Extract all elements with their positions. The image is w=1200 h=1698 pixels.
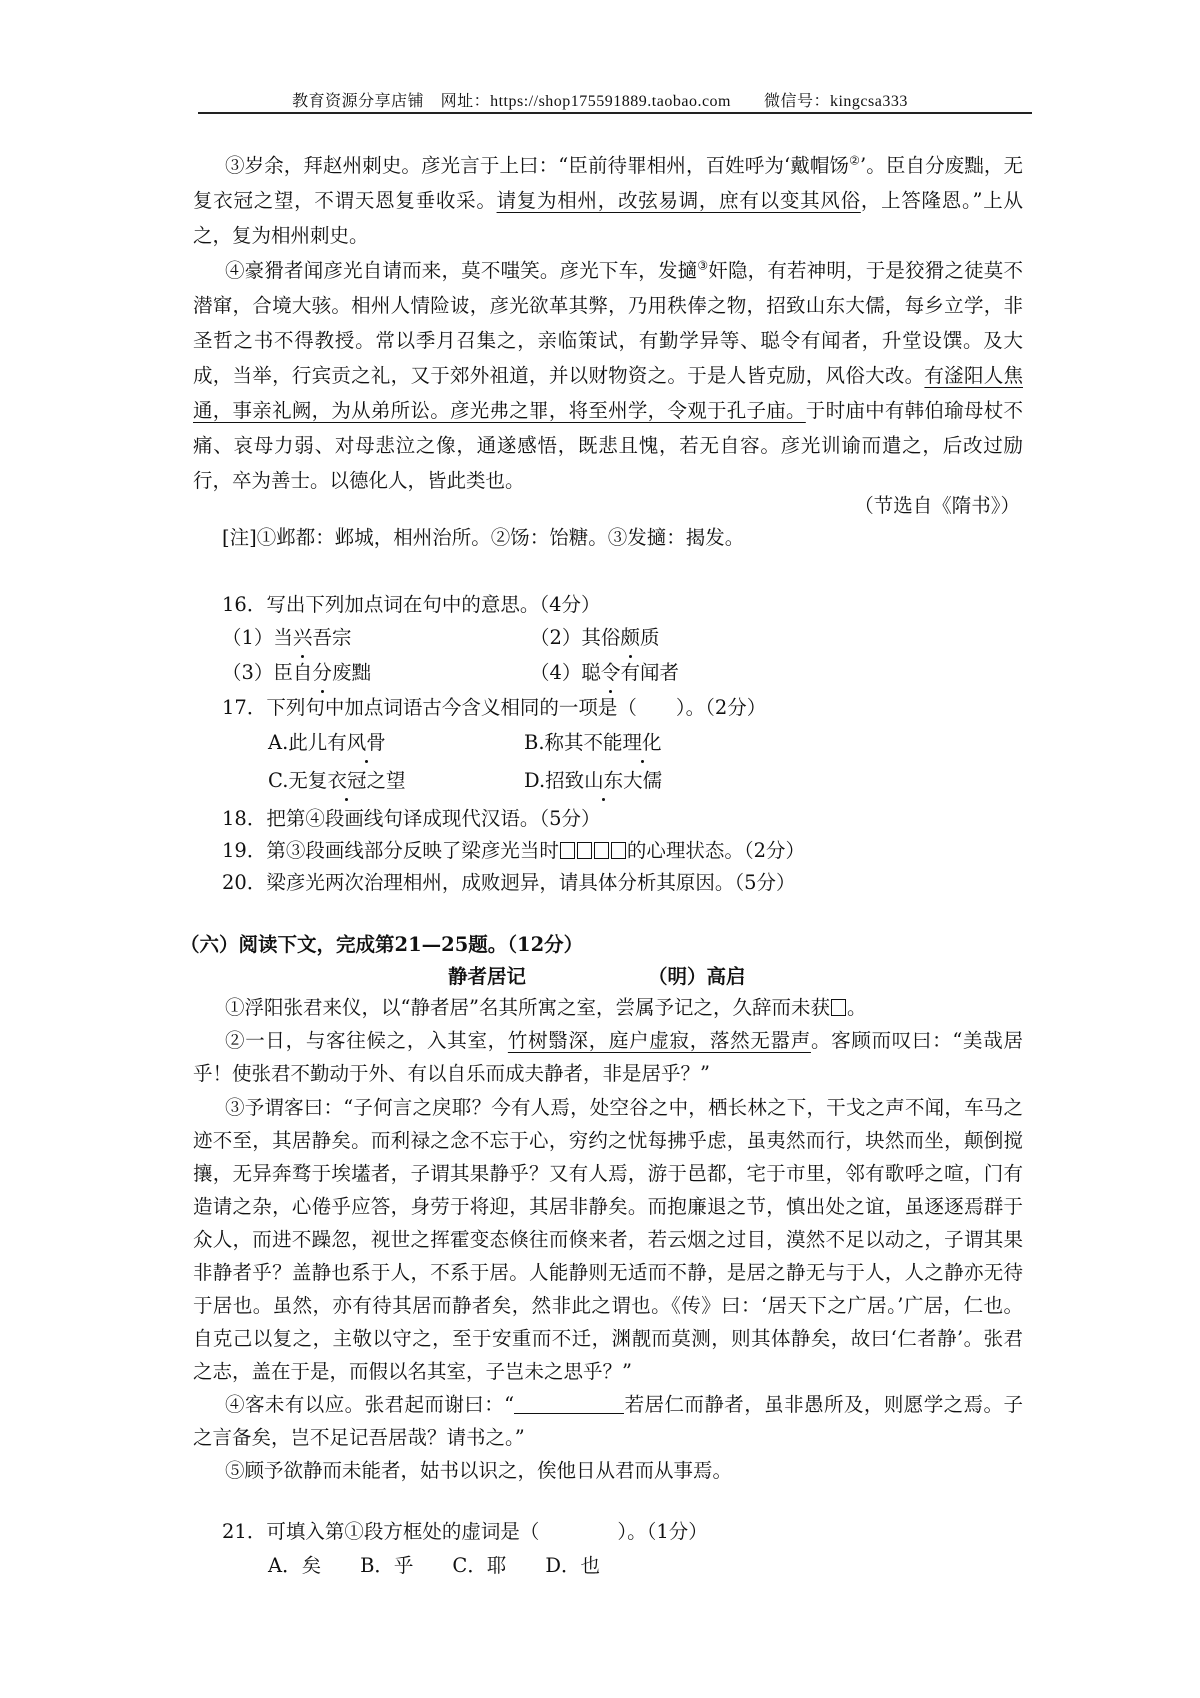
source-citation: （节选自《隋书》）: [854, 494, 1020, 517]
essay-paragraph-5: ⑤顾予欲静而未能者，姑书以识之，俟他日从君而从事焉。: [225, 1459, 733, 1482]
fill-in-box: [831, 999, 846, 1016]
passage-paragraph-4: ④豪猾者闻彦光自请而来，莫不嗤笑。彦光下车，发擿③奸隐，有若神明，于是狡猾之徒莫不潜窜，合境大骇。相州人情险诐，彦光欲革其弊，乃用秩俸之物，招致山东大儒，每乡立学，非圣哲之书不得教授。常以季月召集之，亲临策试，有勤学异等、聪令有闻者，升堂设馔。及大成，当举，行宾贡之礼，又于郊外祖道，并以财物资之。于是人皆克励，风俗大改。有滏阳人焦通，事亲礼阙，为从弟所讼。彦光弗之罪，将至州学，令观于孔子庙。于时庙中有韩伯瑜母杖不痛、哀母力弱、对母悲泣之像，通遂感悟，既悲且愧，若无自容。彦光训谕而遣之，后改过励行，卒为善士。以德化人，皆此类也。: [193, 258, 1023, 492]
essay-paragraph-1: ①浮阳张君来仪，以“静者居”名其所寓之室，尝属予记之，久辞而未获 。: [225, 996, 867, 1019]
q16-item-4: （4）聪令有闻者: [530, 658, 679, 688]
question-18: 18．把第④段画线句译成现代汉语。（5分）: [222, 807, 601, 830]
page-header: 教育资源分享店铺 网址：https://shop175591889.taobao.com 微信号：kingcsa333: [292, 93, 908, 110]
question-16: 16．写出下列加点词在句中的意思。（4分）: [222, 593, 601, 616]
essay-author: （明）高启: [648, 965, 746, 988]
dotted-word: 兴: [293, 623, 313, 653]
q21-options: A．矣 B．乎 C．耶 D．也: [268, 1554, 600, 1577]
dotted-word: 理化: [623, 728, 662, 758]
blank-box: [611, 842, 626, 859]
question-20: 20．梁彦光两次治理相州，成败迥异，请具体分析其原因。（5分）: [222, 871, 796, 894]
blank-box: [594, 842, 609, 859]
q16-item-1: （1）当兴吾宗: [222, 623, 351, 653]
header-divider: [198, 112, 1032, 114]
passage-paragraph-3: ③岁余，拜赵州刺史。彦光言于上曰：“臣前待罪相州，百姓呼为‘戴帽饧②’。臣自分废黜，无复衣冠之望，不谓天恩复垂收采。请复为相州，改弦易调，庶有以变其风俗，上答隆恩。”上从之，复为相州刺史。: [193, 153, 1023, 247]
dotted-word: 令: [601, 658, 621, 688]
q16-item-3: （3）臣自分废黜: [222, 658, 371, 688]
dotted-word: 风骨: [347, 728, 386, 758]
dotted-word: 衣冠: [327, 766, 366, 796]
question-19: 19．第③段画线部分反映了梁彦光当时 的心理状态。（2分）: [222, 839, 805, 862]
underlined-sentence: 有滏阳人焦通，事亲礼阙，为从弟所讼。彦光弗之罪，将至州学，令观于孔子庙。: [193, 364, 1023, 422]
underlined-sentence: 请复为相州，改弦易调，庶有以变其风俗: [496, 189, 861, 212]
q17-option-b: B.称其不能理化: [524, 728, 662, 758]
section-6-heading: （六）阅读下文，完成第21—25题。（12分）: [180, 933, 584, 956]
dotted-word: 颇: [620, 623, 640, 653]
blank-box: [577, 842, 592, 859]
dotted-word: 分: [312, 658, 332, 688]
q17-option-a: A.此儿有风骨: [268, 728, 386, 758]
underlined-sentence: 竹树翳深，庭户虚寂，落然无嚣声: [507, 1029, 811, 1052]
q17-option-c: C.无复衣冠之望: [268, 766, 405, 796]
footnote-text: [注]①邺都：邺城，相州治所。②饧：饴糖。③发擿：揭发。: [222, 526, 745, 549]
essay-paragraph-2: ②一日，与客往候之，入其室，竹树翳深，庭户虚寂，落然无嚣声。客顾而叹曰：“美哉居乎！使张君不勤动于外、有以自乐而成夫静者，非是居乎？”: [193, 1029, 1023, 1085]
blank-box: [560, 842, 575, 859]
essay-title: 静者居记: [448, 965, 527, 988]
q16-item-2: （2）其俗颇质: [530, 623, 659, 653]
question-17: 17．下列句中加点词语古今含义相同的一项是（ ）。（2分）: [222, 696, 767, 719]
q17-option-d: D.招致山东大儒: [524, 766, 662, 796]
footnote-marker: ③: [697, 258, 709, 273]
dotted-word: 山东: [584, 766, 623, 796]
footnote-marker: ②: [849, 153, 860, 168]
answer-blank: [514, 1395, 624, 1414]
question-21: 21．可填入第①段方框处的虚词是（ ）。（1分）: [222, 1520, 708, 1543]
essay-paragraph-4: ④客未有以应。张君起而谢曰：“ 若居仁而静者，虽非愚所及，则愿学之焉。子之言备矣，岂不足记吾居哉？请书之。”: [193, 1393, 1023, 1449]
essay-paragraph-3: ③予谓客曰：“子何言之戾耶？今有人焉，处空谷之中，栖长林之下，干戈之声不闻，车马之迹不至，其居静矣。而利禄之念不忘于心，穷约之忧每拂乎虑，虽夷然而行，块然而坐，颠倒搅攘，无异奔骛于埃壒者，子谓其果静乎？又有人焉，游于邑都，宅于市里，邻有歌呼之喧，门有造请之杂，心倦乎应答，身劳于将迎，其居非静矣。而抱廉退之节，慎出处之谊，虽逐逐焉群于众人，而进不躁忽，视世之挥霍变态倏往而倏来者，若云烟之过目，漠然不足以动之，子谓其果非静者乎？盖静也系于人，不系于居。人能静则无适而不静，是居之静无与于人，人之静亦无待于居也。虽然，亦有待其居而静者矣，然非此之谓也。《传》曰：‘居天下之广居。’广居，仁也。自克己以复之，主敬以守之，至于安重而不迁，渊靓而莫测，则其体静矣，故曰‘仁者静’。张君之志，盖在于是，而假以名其室，子岂未之思乎？”: [193, 1096, 1023, 1383]
